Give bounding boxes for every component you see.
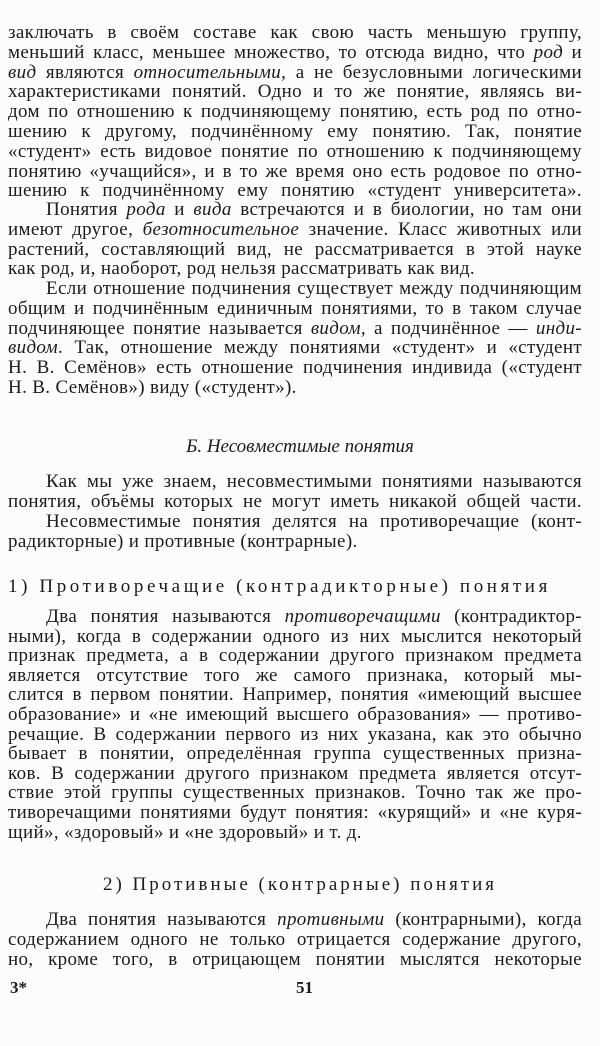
text-run: ными), когда в содержании одного из них мыслится некоторый <box>8 625 582 647</box>
text-run: понятия, объёмы которых не могут иметь никакой общей части. <box>8 490 582 512</box>
page-number: 51 <box>296 978 313 997</box>
text-line <box>8 627 582 647</box>
text-run: значение. Класс животных или <box>299 218 582 240</box>
text-line <box>8 162 582 182</box>
text-line <box>8 43 582 63</box>
text-run: но, кроме того, в отрицающем понятии мыслятся некоторые <box>8 948 582 970</box>
text-line <box>8 512 582 532</box>
text-run: встречаются и в биологии, но там они <box>231 199 582 220</box>
text-line <box>8 142 582 162</box>
text-run: . Так, отношение между понятиями «студент» и «студент <box>58 337 582 359</box>
italic-term: вида <box>193 199 232 220</box>
paragraph-contrary <box>8 910 582 969</box>
text-run: Два понятия называются <box>46 909 278 930</box>
signature-mark: 3* <box>10 978 27 997</box>
text-run: заключать в своём составе как свою часть меньшую группу, <box>8 22 582 43</box>
text-run: шению к другому, подчинённому ему понятию. Так, понятие <box>8 120 582 142</box>
text-line <box>8 783 582 803</box>
italic-term: видом <box>310 317 361 339</box>
text-run: Как мы уже знаем, несовместимыми понятиями называются <box>46 471 582 492</box>
text-run: Два понятия называются <box>46 606 285 627</box>
text-run: (контрадиктор- <box>440 606 582 627</box>
section-heading-incompatible: Б. Несовместимые понятия <box>186 436 414 457</box>
text-run: бывает в понятии, определённая группа существенных призна- <box>8 743 582 765</box>
text-run: шению к подчинённому ему понятию «студент университета». <box>8 180 582 202</box>
text-line <box>8 764 582 784</box>
text-run: тиворечащими понятиями будут понятия: «курящий» и «не куря- <box>8 801 582 823</box>
text-line <box>8 63 582 83</box>
text-line <box>8 240 582 260</box>
text-run: Н. В. Семёнов» есть отношение подчинения индивида («студент <box>8 357 582 379</box>
text-run: дом по отношению к подчиняющему понятию, есть род по отно- <box>8 101 582 123</box>
text-run: , а подчинённое — <box>360 317 536 339</box>
text-line <box>8 705 582 725</box>
text-run: ствие этой группы существенных признаков. Точно так же про- <box>8 782 582 804</box>
italic-term: относительными <box>133 61 282 83</box>
text-run: имеют другое, <box>8 218 143 240</box>
text-run: Несовместимые понятия делятся на противоречащие (конт- <box>46 511 582 532</box>
italic-term: противоречащими <box>284 606 441 627</box>
text-run: подчиняющее понятие называется <box>8 317 311 339</box>
italic-term: безотносительное <box>142 218 300 240</box>
paragraph-genus-species-biology <box>8 200 582 279</box>
text-run: Н. В. Семёнов») виду («студент»). <box>8 376 297 398</box>
text-line <box>8 378 582 398</box>
text-line <box>8 950 582 970</box>
text-run: щий», «здоровый» и «не здоровый» и т. д. <box>8 821 362 843</box>
text-line <box>8 666 582 686</box>
text-run: Понятия <box>46 199 127 220</box>
text-run: характеристиками понятий. Одно и то же понятие, являясь ви- <box>8 81 582 103</box>
text-run: являются <box>36 61 134 83</box>
text-run: «студент» есть видовое понятие по отношению к подчиняющему <box>8 140 582 162</box>
italic-term: противными <box>277 909 385 930</box>
text-line <box>8 607 582 627</box>
text-run: ков. В содержании другого признаком предмета является отсут- <box>8 762 582 784</box>
subsection-heading-contradictory: 1) Противоречащие (контрадикторные) понятия <box>8 576 551 597</box>
text-run: содержанием одного не только отрицается содержание другого, <box>8 928 582 950</box>
text-run: , а не безусловными логическими <box>281 61 582 83</box>
text-run: образование» и «не имеющий высшего образования» — противо- <box>8 703 582 725</box>
text-line <box>8 910 582 930</box>
italic-term: рода <box>126 199 166 220</box>
text-line <box>8 803 582 823</box>
text-line <box>8 82 582 102</box>
italic-term: род <box>533 41 564 63</box>
text-line <box>8 492 582 512</box>
subsection-heading-contrary: 2) Противные (контрарные) понятия <box>102 874 498 895</box>
text-run: общим и подчинённым единичным понятиями, то в таком случае <box>8 297 582 319</box>
text-run: меньший класс, меньшее множество, то отсюда видно, что <box>8 41 534 63</box>
paragraph-continuation <box>8 23 582 201</box>
text-run: и <box>165 199 194 220</box>
text-line <box>8 319 582 339</box>
text-run: (контрарными), когда <box>384 909 582 930</box>
text-line <box>8 102 582 122</box>
italic-term: видом <box>8 337 59 359</box>
text-run: и <box>563 41 582 63</box>
paragraph-incompatible-division <box>8 512 582 552</box>
italic-term: инди- <box>535 317 582 339</box>
text-run: понятию «учащийся», и в то же время оно есть родовое по отно- <box>8 160 582 182</box>
text-line <box>8 122 582 142</box>
text-line <box>8 685 582 705</box>
text-run: признак предмета, а в содержании другого признаком предмета <box>8 645 582 667</box>
text-line <box>8 472 582 492</box>
text-run: Если отношение подчинения существует между подчиняющим <box>46 278 582 299</box>
text-run: речащие. В содержании первого из них указана, как это обычно <box>8 723 582 745</box>
text-line <box>8 220 582 240</box>
text-line <box>8 259 582 279</box>
text-line <box>8 823 582 843</box>
text-line <box>8 279 582 299</box>
text-run: как род, и, наоборот, род нельзя рассматривать как вид. <box>8 258 476 280</box>
text-line <box>8 646 582 666</box>
text-line <box>8 744 582 764</box>
paragraph-contradictory <box>8 607 582 842</box>
text-line <box>8 930 582 950</box>
text-line <box>8 299 582 319</box>
text-line <box>8 23 582 43</box>
text-line <box>8 338 582 358</box>
text-run: является отсутствие того же самого признака, который мы- <box>8 664 582 686</box>
paragraph-incompatible-definition <box>8 472 582 512</box>
text-line <box>8 358 582 378</box>
text-run: слится в первом понятии. Например, понятия «имеющий высшее <box>8 684 582 706</box>
italic-term: вид <box>8 61 37 83</box>
text-line <box>8 725 582 745</box>
paragraph-individual <box>8 279 582 398</box>
text-line <box>8 532 582 552</box>
text-run: растений, составляющий вид, не рассматривается в этой науке <box>8 238 582 260</box>
text-run: радикторные) и противные (контрарные). <box>8 530 358 552</box>
text-line <box>8 200 582 220</box>
